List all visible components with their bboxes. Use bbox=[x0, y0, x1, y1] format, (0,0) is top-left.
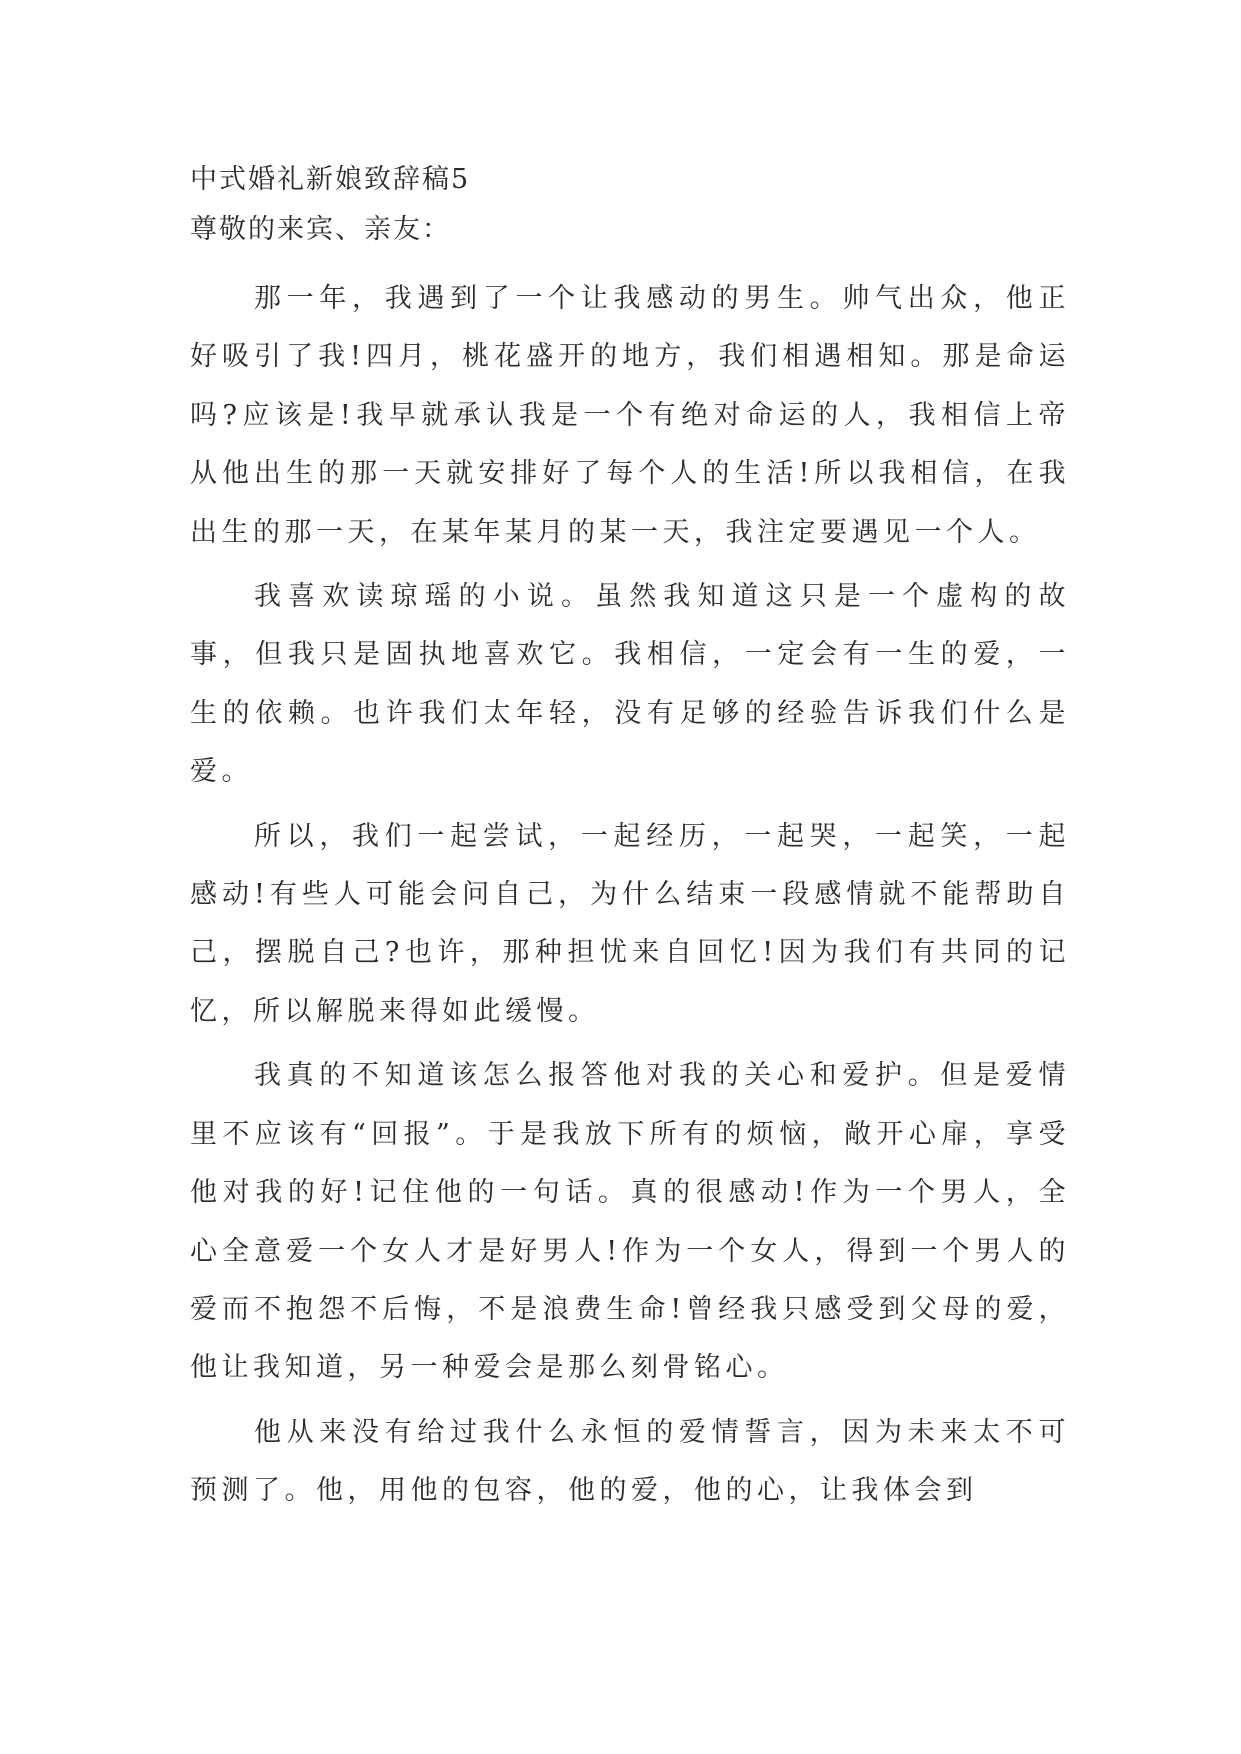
document-body bbox=[190, 160, 1070, 1527]
paragraph: 我喜欢读琼瑶的小说。虽然我知道这只是一个虚构的故事，但我只是固执地喜欢它。我相信，一定会有一生的爱，一生的依赖。也许我们太年轻，没有足够的经验告诉我们什么是爱。 bbox=[190, 581, 1070, 788]
document-title: 中式婚礼新娘致辞稿5 bbox=[190, 164, 471, 195]
paragraph: 他从来没有给过我什么永恒的爱情誓言，因为未来太不可预测了。他，用他的包容，他的爱，他的心，让我体会到 bbox=[190, 1416, 1070, 1507]
paragraph: 我真的不知道该怎么报答他对我的关心和爱护。但是爱情里不应该有“回报”。于是我放下所有的烦恼，敞开心扉，享受他对我的好!记住他的一句话。真的很感动!作为一个男人，全心全意爱一个女人才是好男人!作为一个女人，得到一个男人的爱而不抱怨不后悔，不是浪费生命!曾经我只感受到父母的爱，他让我知道，另一种爱会是那么刻骨铭心。 bbox=[190, 1060, 1070, 1384]
paragraph: 那一年，我遇到了一个让我感动的男生。帅气出众，他正好吸引了我!四月，桃花盛开的地方，我们相遇相知。那是命运吗?应该是!我早就承认我是一个有绝对命运的人，我相信上帝从他出生的那一天就安排好了每个人的生活!所以我相信，在我出生的那一天，在某年某月的某一天，我注定要遇见一个人。 bbox=[190, 283, 1070, 548]
paragraph: 所以，我们一起尝试，一起经历，一起哭，一起笑，一起感动!有些人可能会问自己，为什么结束一段感情就不能帮助自己，摆脱自己?也许，那种担忧来自回忆!因为我们有共同的记忆，所以解脱来得如此缓慢。 bbox=[190, 820, 1070, 1027]
salutation: 尊敬的来宾、亲友： bbox=[190, 214, 451, 245]
